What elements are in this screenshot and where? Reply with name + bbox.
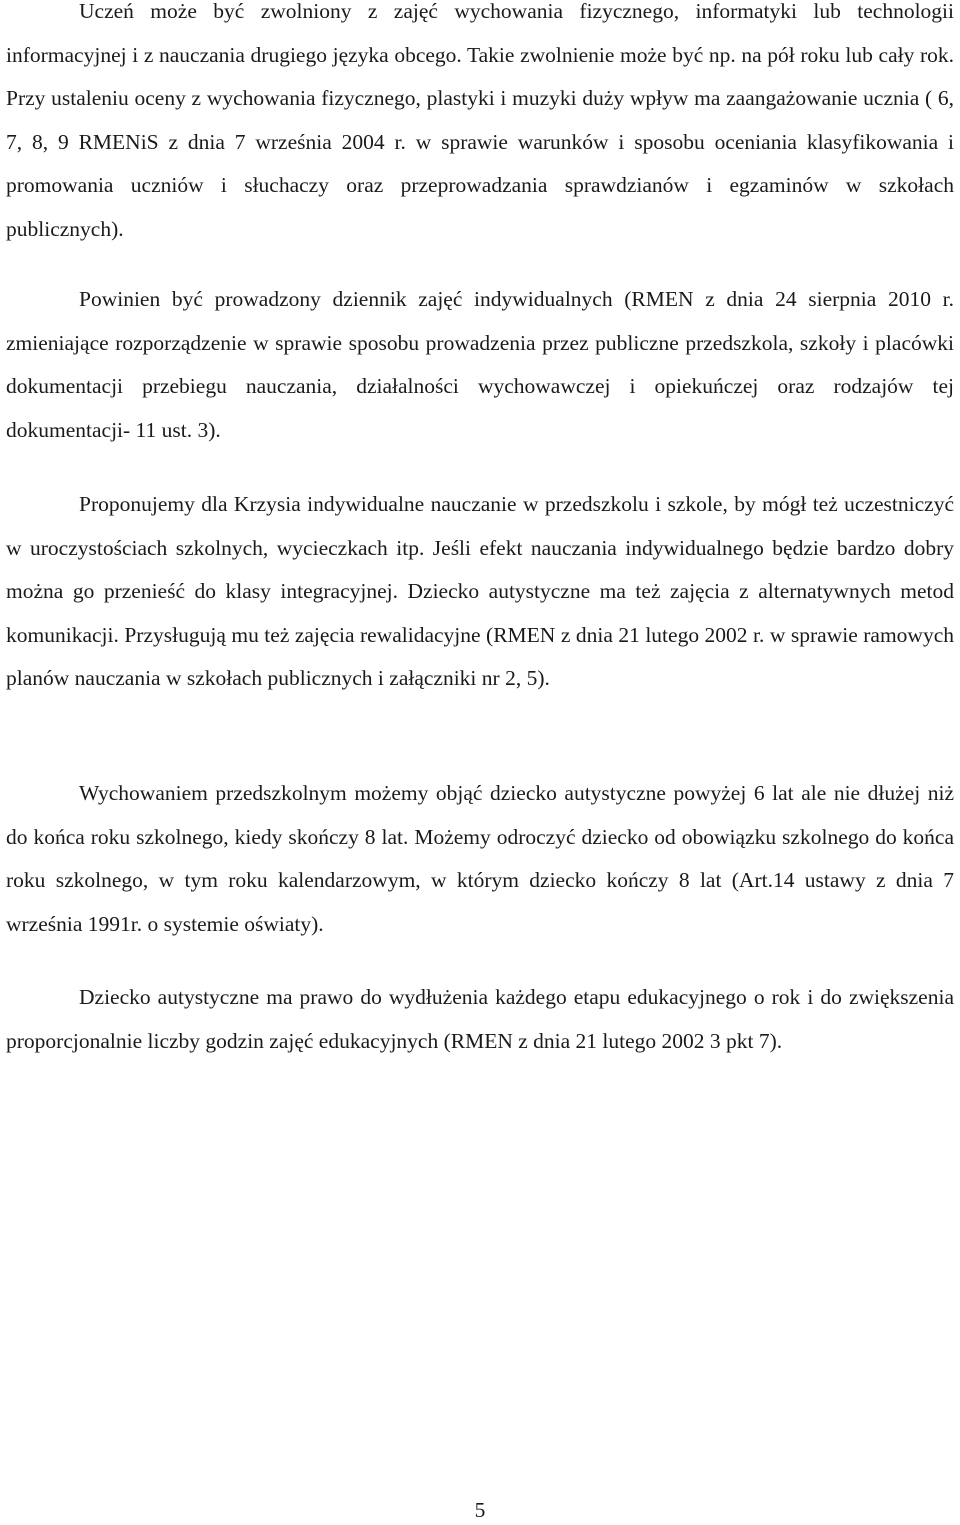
paragraph-text: Proponujemy dla Krzysia indywidualne nauczanie w przedszkolu i szkole, by mógł też uczestniczyć w uroczystościach szkolnych, wycieczkach itp. Jeśli efekt nauczania indywidualnego będzie bardzo dobry można go przenieść do klasy integracyjnej. Dziecko autystyczne ma też zajęcia z alternatywnych metod komunikacji. Przysługują mu też zajęcia rewalidacyjne (RMEN z dnia 21 lutego 2002 r. w sprawie ramowych planów nauczania w szkołach publicznych i załączniki nr 2, 5).	[6, 492, 954, 690]
paragraph-individual-teaching-proposal	[6, 483, 954, 701]
paragraph-physical-education-exemption	[6, 0, 954, 251]
paragraph-text: Dziecko autystyczne ma prawo do wydłużenia każdego etapu edukacyjnego o rok i do zwiększenia proporcjonalnie liczby godzin zajęć edukacyjnych (RMEN z dnia 21 lutego 2002 3 pkt 7).	[6, 985, 954, 1053]
paragraph-extended-education-stage	[6, 976, 954, 1063]
paragraph-text: Powinien być prowadzony dziennik zajęć indywidualnych (RMEN z dnia 24 sierpnia 2010 r. zmieniające rozporządzenie w sprawie sposobu prowadzenia przez publiczne przedszkola, szkoły i placówki dokumentacji przebiegu nauczania, działalności wychowawczej i opiekuńczej oraz rodzajów tej dokumentacji- 11 ust. 3).	[6, 287, 954, 442]
paragraph-text: Uczeń może być zwolniony z zajęć wychowania fizycznego, informatyki lub technologii informacyjnej i z nauczania drugiego języka obcego. Takie zwolnienie może być np. na pół roku lub cały rok. Przy ustaleniu oceny z wychowania fizycznego, plastyki i muzyki duży wpływ ma zaangażowanie ucznia ( 6, 7, 8, 9 RMENiS z dnia 7 września 2004 r. w sprawie warunków i sposobu oceniania klasyfikowania i promowania uczniów i słuchaczy oraz przeprowadzania sprawdzianów i egzaminów w szkołach publicznych).	[6, 0, 954, 241]
paragraph-preschool-education	[6, 772, 954, 946]
page-number: 5	[474, 1498, 486, 1522]
paragraph-text: Wychowaniem przedszkolnym możemy objąć dziecko autystyczne powyżej 6 lat ale nie dłużej niż do końca roku szkolnego, kiedy skończy 8 lat. Możemy odroczyć dziecko od obowiązku szkolnego do końca roku szkolnego, w tym roku kalendarzowym, w którym dziecko kończy 8 lat (Art.14 ustawy z dnia 7 września 1991r. o systemie oświaty).	[6, 781, 954, 936]
paragraph-individual-class-register	[6, 278, 954, 452]
